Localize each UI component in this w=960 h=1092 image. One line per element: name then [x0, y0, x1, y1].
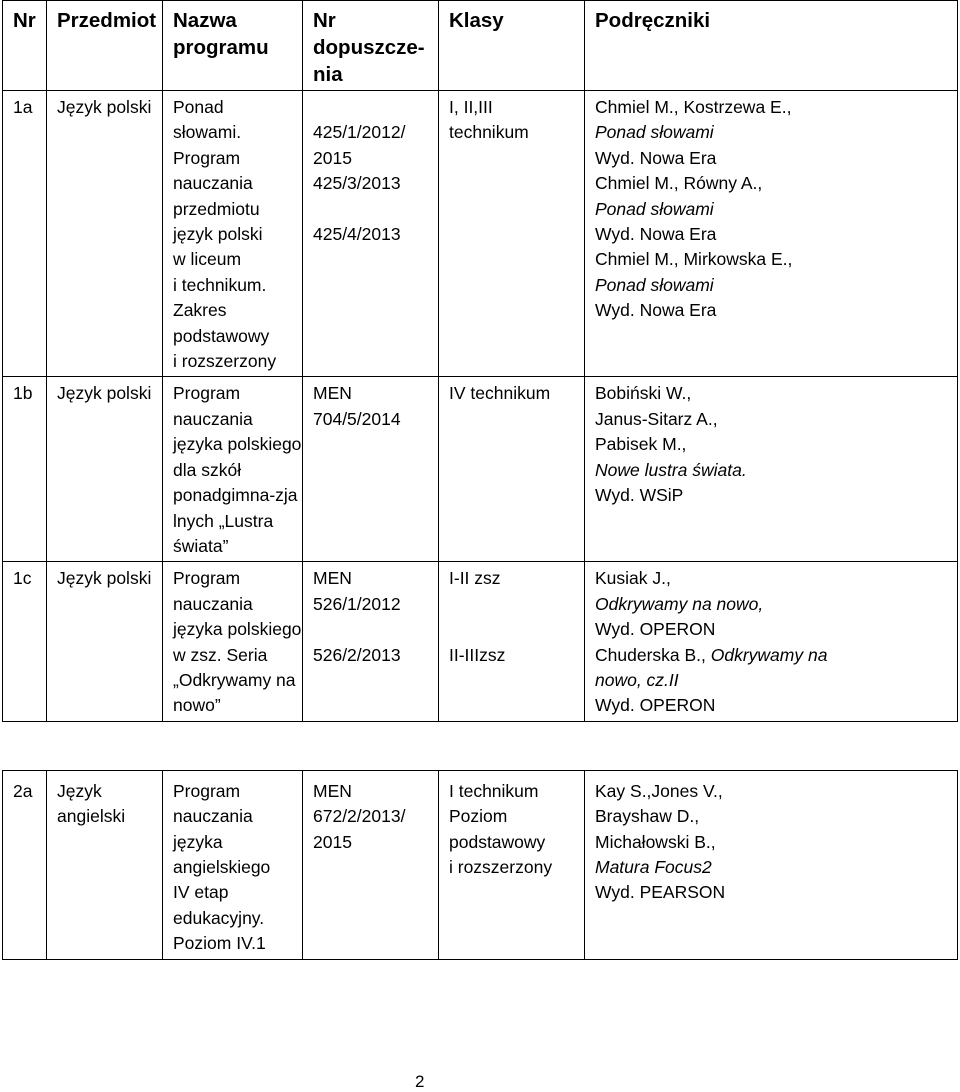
- spacer-cell: [47, 721, 163, 770]
- cell-klasy: [439, 770, 585, 959]
- spacer-cell: [3, 721, 47, 770]
- header-line: nia: [313, 63, 343, 86]
- cell-line: Zakres: [173, 300, 227, 321]
- header-row: [3, 1, 958, 91]
- cell-line: 425/4/2013: [313, 224, 401, 244]
- table-row: [3, 91, 958, 377]
- cell-nazwa-programu: [163, 377, 303, 562]
- textbook-line: Kay S.,Jones V.,: [595, 780, 723, 801]
- textbook-line: Wyd. Nowa Era: [595, 147, 717, 168]
- textbook-line: Bobiński W.,: [595, 383, 692, 404]
- textbook-line: Nowe lustra świata.: [595, 459, 747, 480]
- textbook-line: Matura Focus2: [595, 856, 712, 877]
- header-nazwa-programu: [163, 1, 303, 91]
- cell-line: i rozszerzony: [173, 351, 277, 372]
- cell-klasy: [439, 377, 585, 562]
- cell-line: Ponad: [173, 97, 224, 117]
- cell-line: I, II,III: [449, 97, 493, 117]
- cell-przedmiot: [47, 562, 163, 721]
- textbook-fragment: Chuderska B.,: [595, 644, 711, 665]
- cell-nr: 1c: [3, 562, 47, 721]
- cell-line: I-II zsz: [449, 568, 501, 589]
- textbook-line: Wyd. WSiP: [595, 485, 684, 506]
- cell-nazwa-programu: [163, 562, 303, 721]
- cell-line: [313, 95, 430, 120]
- cell-line: [313, 197, 430, 222]
- cell-nr-dopuszczenia: [303, 91, 439, 377]
- spacer-cell: [303, 721, 439, 770]
- table-spacer-row: [3, 721, 958, 770]
- cell-line: ponadgimna-zja: [173, 485, 298, 506]
- textbook-line: Wyd. OPERON: [595, 695, 716, 716]
- header-line: programu: [173, 36, 269, 59]
- cell-line: [449, 617, 576, 642]
- cell-line: IV etap: [173, 882, 229, 903]
- header-nr: Nr: [3, 1, 47, 91]
- textbook-line: Ponad słowami: [595, 122, 714, 143]
- spacer-cell: [585, 721, 958, 770]
- cell-line: nauczania: [173, 593, 253, 614]
- textbook-line: Ponad słowami: [595, 274, 714, 295]
- table-row: [3, 562, 958, 721]
- header-klasy: Klasy: [439, 1, 585, 91]
- page-number: 2: [415, 1072, 425, 1091]
- cell-line: edukacyjny.: [173, 907, 265, 928]
- spacer-cell: [163, 721, 303, 770]
- cell-line: i rozszerzony: [449, 856, 553, 877]
- cell-nr: 1a: [3, 91, 47, 377]
- cell-line: nauczania: [173, 173, 253, 194]
- cell-line: w liceum: [173, 249, 242, 270]
- header-line: Nr: [313, 9, 336, 32]
- cell-line: Język polski: [57, 383, 152, 404]
- cell-line: języka polskiego: [173, 434, 302, 455]
- cell-line: Program: [173, 780, 241, 801]
- cell-nr-dopuszczenia: [303, 562, 439, 721]
- cell-podreczniki: [585, 91, 958, 377]
- cell-klasy: [439, 562, 585, 721]
- table-row: [3, 377, 958, 562]
- cell-line: [449, 592, 576, 617]
- cell-przedmiot: [47, 91, 163, 377]
- cell-line: nauczania: [173, 408, 253, 429]
- textbook-line: nowo, cz.II: [595, 669, 679, 690]
- cell-line: 704/5/2014: [313, 408, 401, 429]
- cell-line: Język polski: [57, 97, 152, 117]
- cell-line: Język polski: [57, 568, 152, 589]
- textbook-fragment: Odkrywamy na: [710, 644, 828, 665]
- header-nr-dopuszczenia: [303, 1, 439, 91]
- cell-nr: 2a: [3, 770, 47, 959]
- cell-line: 425/3/2013: [313, 173, 401, 194]
- textbook-line: [595, 643, 949, 668]
- cell-line: MEN: [313, 780, 352, 801]
- cell-line: 2015: [313, 831, 352, 852]
- cell-line: I technikum: [449, 780, 539, 801]
- header-podreczniki: Podręczniki: [585, 1, 958, 91]
- cell-line: język polski: [173, 224, 263, 245]
- spacer-cell: [439, 721, 585, 770]
- cell-line: [313, 617, 430, 642]
- cell-line: angielskiego: [173, 856, 271, 877]
- cell-nazwa-programu: [163, 770, 303, 959]
- textbook-line: Wyd. Nowa Era: [595, 224, 717, 245]
- cell-line: Program: [173, 568, 241, 589]
- cell-line: technikum: [449, 122, 529, 143]
- textbook-line: Michałowski B.,: [595, 831, 716, 852]
- cell-line: MEN: [313, 568, 352, 589]
- cell-podreczniki: [585, 770, 958, 959]
- cell-line: IV technikum: [449, 383, 551, 404]
- cell-nazwa-programu: [163, 91, 303, 377]
- cell-line: 672/2/2013/: [313, 806, 406, 827]
- cell-line: dla szkół: [173, 459, 242, 480]
- textbook-line: Wyd. PEARSON: [595, 882, 726, 903]
- cell-line: Program: [173, 147, 241, 168]
- cell-line: 425/1/2012/: [313, 122, 406, 143]
- cell-line: II-IIIzsz: [449, 644, 506, 665]
- textbook-line: Wyd. Nowa Era: [595, 300, 717, 321]
- header-line: dopuszcze-: [313, 36, 425, 59]
- textbook-line: Ponad słowami: [595, 198, 714, 219]
- cell-line: angielski: [57, 806, 126, 827]
- cell-nr-dopuszczenia: [303, 770, 439, 959]
- cell-nr-dopuszczenia: [303, 377, 439, 562]
- cell-line: „Odkrywamy na: [173, 669, 296, 690]
- textbook-line: Chmiel M., Mirkowska E.,: [595, 249, 793, 270]
- textbook-line: Chmiel M., Równy A.,: [595, 173, 763, 194]
- textbook-line: Odkrywamy na nowo,: [595, 593, 764, 614]
- cell-line: MEN: [313, 383, 352, 404]
- table-body: [3, 91, 958, 960]
- cell-line: Poziom IV.1: [173, 933, 266, 954]
- cell-line: Język: [57, 780, 102, 801]
- cell-line: 526/2/2013: [313, 644, 401, 665]
- cell-line: 526/1/2012: [313, 593, 401, 614]
- cell-nr: 1b: [3, 377, 47, 562]
- cell-line: słowami.: [173, 122, 242, 143]
- cell-line: 2015: [313, 147, 352, 168]
- cell-podreczniki: [585, 562, 958, 721]
- cell-line: podstawowy: [173, 325, 270, 346]
- cell-przedmiot: [47, 377, 163, 562]
- cell-line: lnych „Lustra: [173, 510, 274, 531]
- textbook-line: Kusiak J.,: [595, 568, 671, 589]
- cell-line: w zsz. Seria: [173, 644, 268, 665]
- cell-line: Poziom: [449, 806, 508, 827]
- cell-line: podstawowy: [449, 831, 546, 852]
- header-przedmiot: Przedmiot: [47, 1, 163, 91]
- textbook-line: Pabisek M.,: [595, 434, 687, 455]
- cell-line: świata”: [173, 535, 229, 556]
- curriculum-table: [2, 0, 958, 960]
- table-row: [3, 770, 958, 959]
- textbook-line: Brayshaw D.,: [595, 806, 700, 827]
- cell-podreczniki: [585, 377, 958, 562]
- cell-line: nauczania: [173, 806, 253, 827]
- cell-przedmiot: [47, 770, 163, 959]
- cell-line: i technikum.: [173, 274, 267, 295]
- cell-line: języka: [173, 831, 223, 852]
- textbook-line: Janus-Sitarz A.,: [595, 408, 718, 429]
- cell-line: przedmiotu: [173, 198, 260, 219]
- cell-line: nowo”: [173, 695, 221, 716]
- cell-line: języka polskiego: [173, 619, 302, 640]
- textbook-line: Chmiel M., Kostrzewa E.,: [595, 97, 792, 117]
- cell-line: Program: [173, 383, 241, 404]
- cell-klasy: [439, 91, 585, 377]
- header-line: Nazwa: [173, 9, 237, 32]
- textbook-line: Wyd. OPERON: [595, 619, 716, 640]
